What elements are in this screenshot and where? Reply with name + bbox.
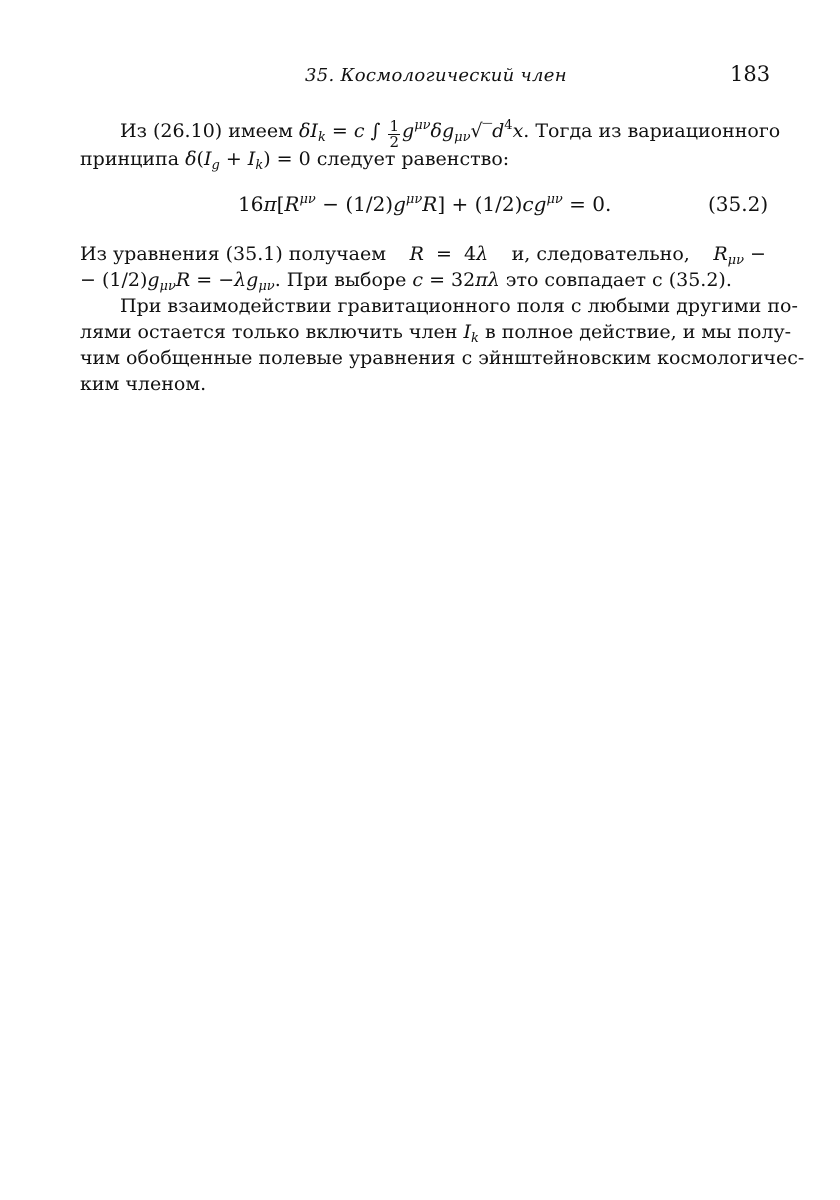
paragraph-1-line-1-start: Из (26.10) имеем [120, 120, 299, 142]
paragraph-3-line-2-end: в полное действие, и мы полу- [484, 321, 792, 343]
field-equation-formula: − $(1/2)g_{\mu\nu}R = -\lambda g_{\mu\nu}$ [80, 269, 275, 294]
paragraph-2-line-1-mid: и, следовательно, [511, 243, 690, 265]
paragraph-2-line-2-end: это совпадает с (35.2). [499, 269, 732, 291]
section-title: 35. Космологический член [305, 65, 567, 86]
variational-principle-formula: $\delta(I_g + I_k) = 0$ [185, 148, 311, 173]
paragraph-1-line-2-start: принципа [80, 148, 186, 170]
paragraph-3-line-1: При взаимодействии гравитационного поля с любыми другими по- [120, 295, 798, 317]
paragraph-2-line-2-mid: . При выборе [274, 269, 413, 291]
action-variation-formula: $\delta I_k = c$ ∫ $\frac{1}{2}$ $g^{\mu\nu}\delta g_{\mu\nu}√‾d^4x$ [298, 117, 524, 151]
ricci-tensor-start: $R_{\mu\nu}$ − [713, 243, 766, 268]
page-number: 183 [730, 62, 771, 86]
paragraph-1-line-2-end: следует равенство: [310, 148, 510, 170]
paragraph-3-line-2-start: лями остается только включить член [80, 321, 458, 343]
scalar-curvature-formula: R = 4λ [409, 243, 489, 265]
running-head [0, 62, 840, 92]
constant-choice-formula: c = 32πλ [412, 269, 500, 291]
paragraph-1-line-1-end: . Тогда из вариационного [523, 120, 781, 142]
action-term-symbol: $I_k$ [463, 321, 479, 346]
equation-number: (35.2) [708, 192, 769, 216]
paragraph-1-line-2 [80, 146, 509, 179]
equation-35-2: $16\pi[R^{\mu\nu} - (1/2)g^{\mu\nu}R] + (1/2)cg^{\mu\nu} = 0$. [238, 192, 612, 216]
one-half-fraction: $\frac{1}{2}$ [389, 117, 400, 151]
paragraph-2-line-1-text: Из уравнения (35.1) получаем [80, 243, 387, 265]
paragraph-3-line-3: чим обобщенные полевые уравнения с эйнштейновским космологичес- [80, 347, 805, 369]
paragraph-3-line-4: ким членом. [80, 373, 207, 395]
